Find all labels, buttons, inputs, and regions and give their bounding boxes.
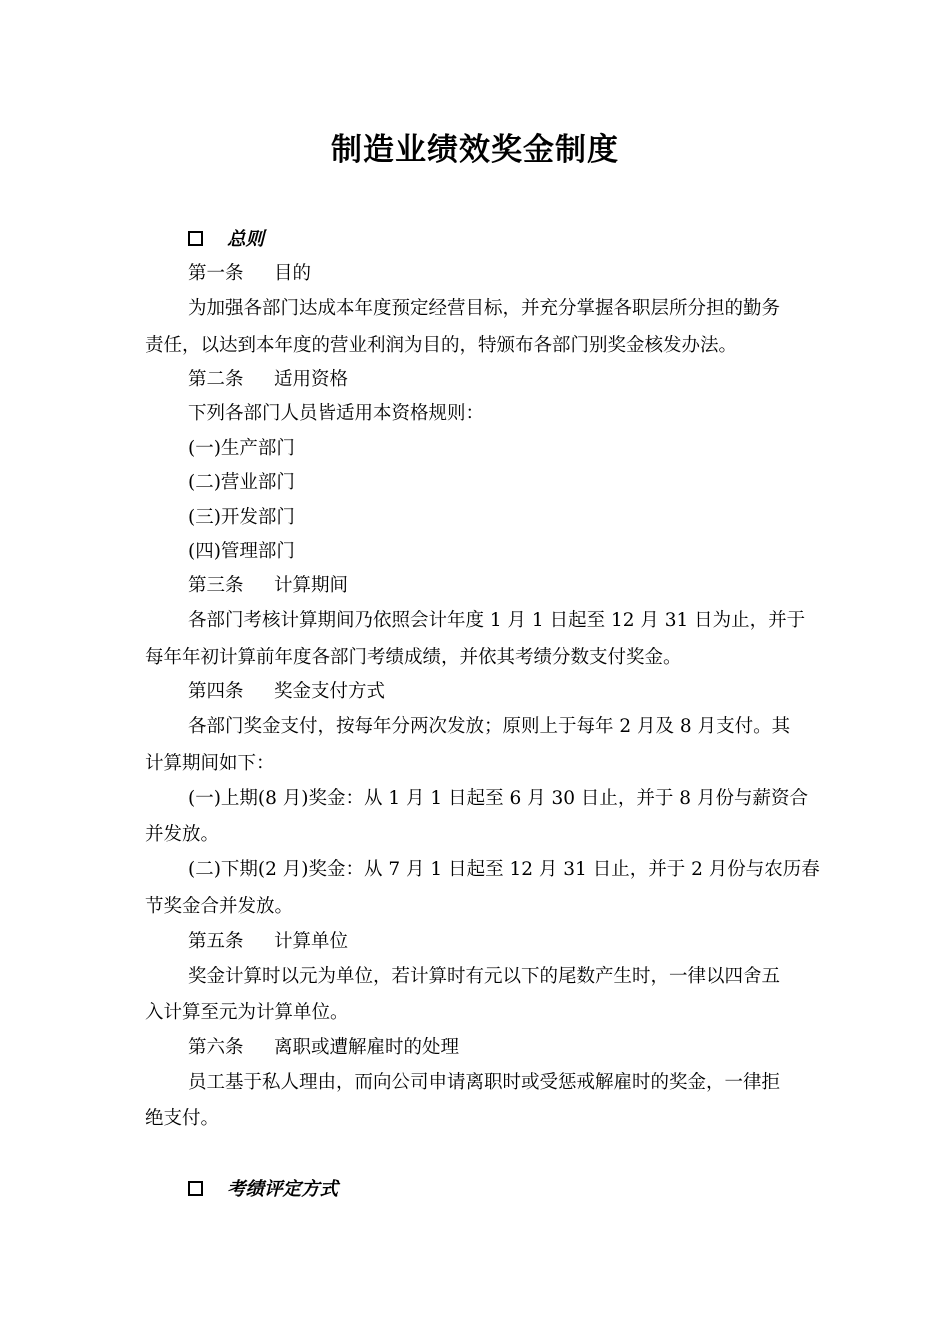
article-heading (188, 261, 311, 287)
paragraph-line: 入计算至元为计算单位。 (145, 1002, 349, 1023)
section-label: 考绩评定方式 (227, 1179, 339, 1200)
article-heading-text: 计算单位 (274, 931, 349, 952)
section-heading-evaluation (188, 1177, 338, 1203)
section-heading-general (188, 227, 264, 253)
article-heading-text: 离职或遭解雇时的处理 (274, 1037, 460, 1058)
article-heading-text: 计算期间 (274, 575, 349, 596)
paragraph-line: 节奖金合并发放。 (145, 896, 294, 917)
article-number: 第四条 (188, 681, 244, 702)
list-item: (二)营业部门 (188, 472, 295, 493)
article-heading (188, 679, 385, 705)
paragraph-line: 各部门考核计算期间乃依照会计年度 1 月 1 日起至 12 月 31 日为止，并于 (188, 610, 806, 631)
paragraph-line: 绝支付。 (145, 1108, 220, 1129)
list-item: (四)管理部门 (188, 541, 295, 562)
checkbox-icon (188, 231, 203, 246)
article-heading-text: 适用资格 (274, 369, 349, 390)
article-heading (188, 929, 348, 955)
paragraph-line: 下列各部门人员皆适用本资格规则： (188, 403, 485, 424)
article-number: 第三条 (188, 575, 244, 596)
paragraph-line: 为加强各部门达成本年度预定经营目标，并充分掌握各职层所分担的勤务 (188, 298, 781, 319)
article-heading (188, 1035, 459, 1061)
paragraph-line: 每年年初计算前年度各部门考绩成绩，并依其考绩分数支付奖金。 (145, 647, 682, 668)
paragraph-line: 员工基于私人理由，而向公司申请离职时或受惩戒解雇时的奖金，一律拒 (188, 1072, 781, 1093)
paragraph-line: 各部门奖金支付，按每年分两次发放；原则上于每年 2 月及 8 月支付。其 (188, 716, 791, 737)
paragraph-line: 计算期间如下： (145, 753, 275, 774)
paragraph-line: 并发放。 (145, 824, 220, 845)
list-item: (一)生产部门 (188, 438, 295, 459)
article-heading (188, 367, 348, 393)
article-number: 第一条 (188, 263, 244, 284)
article-number: 第六条 (188, 1037, 244, 1058)
article-heading-text: 目的 (274, 263, 312, 284)
list-item: (三)开发部门 (188, 507, 295, 528)
paragraph-line: (一)上期(8 月)奖金：从 1 月 1 日起至 6 月 30 日止，并于 8 月份与薪资合 (188, 788, 808, 809)
article-heading (188, 573, 348, 599)
paragraph-line: 奖金计算时以元为单位，若计算时有元以下的尾数产生时，一律以四舍五 (188, 966, 781, 987)
document-title: 制造业绩效奖金制度 (331, 132, 619, 168)
paragraph-line: (二)下期(2 月)奖金：从 7 月 1 日起至 12 月 31 日止，并于 2 月份与农历春 (188, 859, 820, 880)
section-label: 总则 (227, 229, 265, 250)
article-heading-text: 奖金支付方式 (274, 681, 386, 702)
article-number: 第二条 (188, 369, 244, 390)
paragraph-line: 责任，以达到本年度的营业利润为目的，特颁布各部门别奖金核发办法。 (145, 335, 738, 356)
article-number: 第五条 (188, 931, 244, 952)
checkbox-icon (188, 1181, 203, 1196)
